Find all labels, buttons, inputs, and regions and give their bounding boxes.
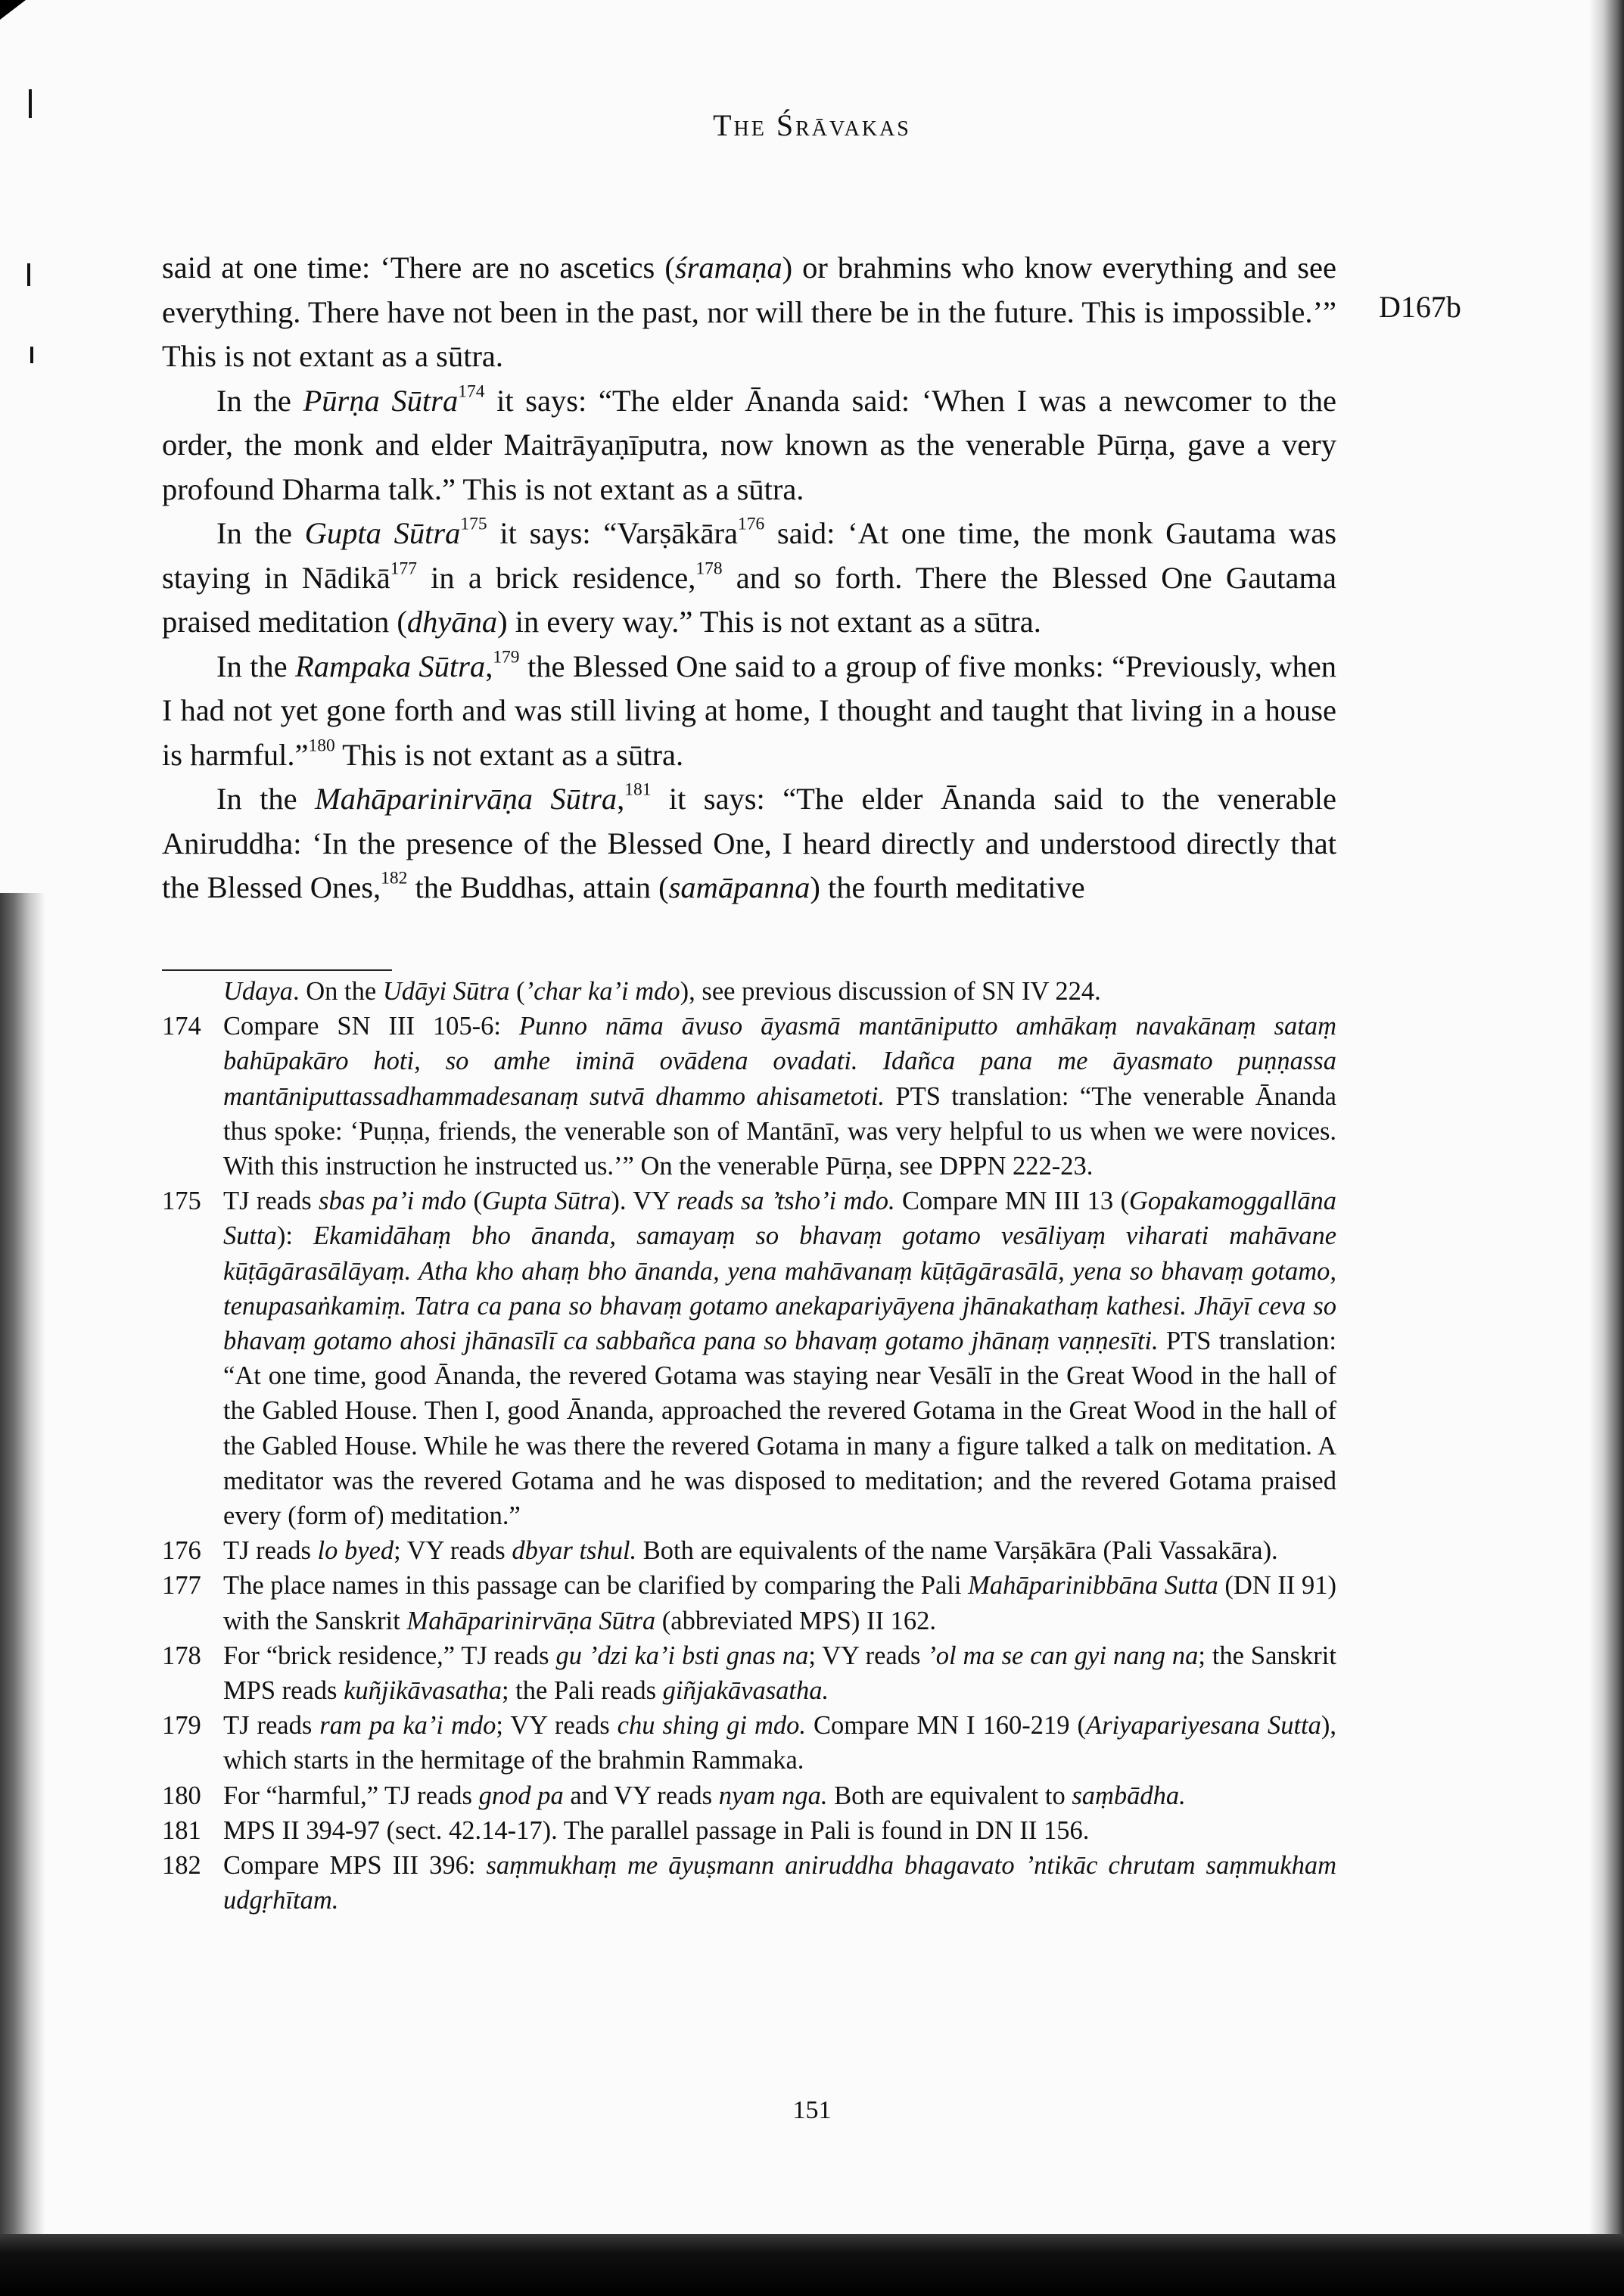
footnote	[162, 1638, 1336, 1708]
footnote-rule	[162, 969, 392, 971]
footnote-text: For “harmful,” TJ reads gnod pa and VY reads nyam nga. Both are equivalent to saṃbādha.	[223, 1781, 1186, 1810]
footnotes	[162, 974, 1336, 1918]
footnote-text: Udaya. On the Udāyi Sūtra (’char ka’i mdo), see previous discussion of SN IV 224.	[223, 977, 1101, 1006]
scan-right-edge	[1589, 0, 1624, 2296]
paragraph: In the Rampaka Sūtra,$^{179}$ the Blessed One said to a group of five monks: “Previously, when I had not yet gone forth and was still living at home, I thought and taught that living in a house is harmful.”$^{180}$ This is not extant as a sūtra.	[162, 647, 1337, 772]
running-head: The Śrāvakas	[713, 108, 911, 142]
footnote-number: 181	[162, 1815, 201, 1845]
scan-binding-shadow	[0, 893, 45, 2270]
footnote-number: 182	[162, 1851, 201, 1881]
footnote	[162, 1708, 1336, 1778]
footnote-text: TJ reads sbas pa’i mdo (Gupta Sūtra). VY reads sa ’tsho’i mdo. Compare MN III 13 (Gopakamoggallāna Sutta): Ekamidāhaṃ bho ānanda, samayaṃ so bhavaṃ gotamo vesāliyaṃ viharati mahāvane kūṭāgārasālāyaṃ. Atha kho ahaṃ bho ānanda, yena mahāvanaṃ kūṭāgārasālā, yena so bhavaṃ gotamo, tenupasaṅkamiṃ. Tatra ca pana so bhavaṃ gotamo anekapariyāyena jhānakathaṃ kathesi. Jhāyī ceva so bhavaṃ gotamo ahosi jhānasīlī ca sabbañca pana so bhavaṃ gotamo jhānaṃ vaṇṇesīti. PTS translation: “At one time, good Ānanda, the revered Gotama was staying near Vesālī in the Great Wood in the hall of the Gabled House. Then I, good Ānanda, approached the revered Gotama in the Great Wood in the hall of the Gabled House. While he was there the revered Gotama in many a figure talked a talk on meditation. A meditator was the revered Gotama and he was disposed to meditation; and the revered Gotama praised every (form of) meditation.”	[223, 1187, 1337, 1531]
footnote-text: The place names in this passage can be clarified by comparing the Pali Mahāparinibbāna Sutta (DN II 91) with the Sanskrit Mahāparinirvāṇa Sūtra (abbreviated MPS) II 162.	[223, 1571, 1336, 1635]
scan-bottom-edge	[0, 2234, 1624, 2296]
scan-margin-mark	[27, 263, 30, 286]
paragraph: In the Gupta Sūtra$^{175}$ it says: “Varṣākāra$^{176}$ said: ‘At one time, the monk Gautama was staying in Nādikā$^{177}$ in a brick residence,$^{178}$ and so forth. There the Blessed One Gautama praised meditation (dhyāna) in every way.” This is not extant as a sūtra.	[162, 514, 1336, 639]
footnote	[162, 1184, 1336, 1533]
footnote-text: Compare SN III 105-6: Punno nāma āvuso āyasmā mantāniputto amhākaṃ navakānaṃ sataṃ bahūpakāro hoti, so amhe iminā ovādena ovadati. Idañca pana me āyasmato puṇṇassa mantāniputtassadhammadesanaṃ sutvā dhammo ahisametoti. PTS translation: “The venerable Ānanda thus spoke: ‘Puṇṇa, friends, the venerable son of Mantānī, was very helpful to us when we were novices. With this instruction he instructed us.’” On the venerable Pūrṇa, see DPPN 222-23.	[223, 1012, 1337, 1181]
page-number: 151	[792, 2096, 832, 2124]
footnote-text: TJ reads ram pa ka’i mdo; VY reads chu shing gi mdo. Compare MN I 160-219 (Ariyapariyesana Sutta), which starts in the hermitage of the brahmin Rammaka.	[223, 1711, 1336, 1775]
footnote-text: TJ reads lo byed; VY reads dbyar tshul. Both are equivalents of the name Varṣākāra (Pali Vassakāra).	[223, 1536, 1278, 1566]
footnote-continuation	[162, 974, 1336, 1009]
footnote	[162, 1813, 1336, 1848]
footnote-number: 174	[162, 1012, 201, 1041]
footnote-text: MPS II 394-97 (sect. 42.14-17). The parallel passage in Pali is found in DN II 156.	[223, 1815, 1090, 1845]
footnote	[162, 1848, 1336, 1918]
footnote-number: 179	[162, 1711, 201, 1741]
main-text	[162, 246, 1336, 910]
footnote	[162, 1778, 1336, 1813]
scan-margin-mark	[30, 347, 33, 363]
margin-reference: D167b	[1379, 290, 1461, 324]
footnote-number: 176	[162, 1536, 201, 1566]
footnote-number: 178	[162, 1641, 201, 1670]
footnote	[162, 1533, 1336, 1568]
paragraph: said at one time: ‘There are no ascetics (śramaṇa) or brahmins who know everything and see everything. There have not been in the past, nor will there be in the future. This is impossible.’” This is not extant as a sūtra.	[162, 250, 1336, 373]
footnote-text: For “brick residence,” TJ reads gu ’dzi ka’i bsti gnas na; VY reads ’ol ma se can gyi nang na; the Sanskrit MPS reads kuñjikāvasatha; the Pali reads giñjakāvasatha.	[223, 1641, 1336, 1706]
scan-corner-mark	[0, 0, 26, 20]
paragraph: In the Mahāparinirvāṇa Sūtra,$^{181}$ it says: “The elder Ānanda said to the venerable Aniruddha: ‘In the presence of the Blessed One, I heard directly and understood directly that the Blessed Ones,$^{182}$ the Buddhas, attain (samāpanna) the fourth meditative	[162, 779, 1336, 904]
footnote-number: 177	[162, 1571, 201, 1601]
footnote	[162, 1568, 1336, 1638]
footnote-number: 175	[162, 1187, 201, 1216]
paragraph: In the Pūrṇa Sūtra$^{174}$ it says: “The elder Ānanda said: ‘When I was a newcomer to the order, the monk and elder Maitrāyaṇīputra, now known as the venerable Pūrṇa, gave a very profound Dharma talk.” This is not extant as a sūtra.	[162, 381, 1337, 506]
footnote	[162, 1009, 1336, 1184]
footnote-text: Compare MPS III 396: saṃmukhaṃ me āyuṣmann aniruddha bhagavato ’ntikāc chrutam saṃmukham udgṛhītam.	[223, 1851, 1336, 1915]
footnote-number: 180	[162, 1781, 201, 1810]
